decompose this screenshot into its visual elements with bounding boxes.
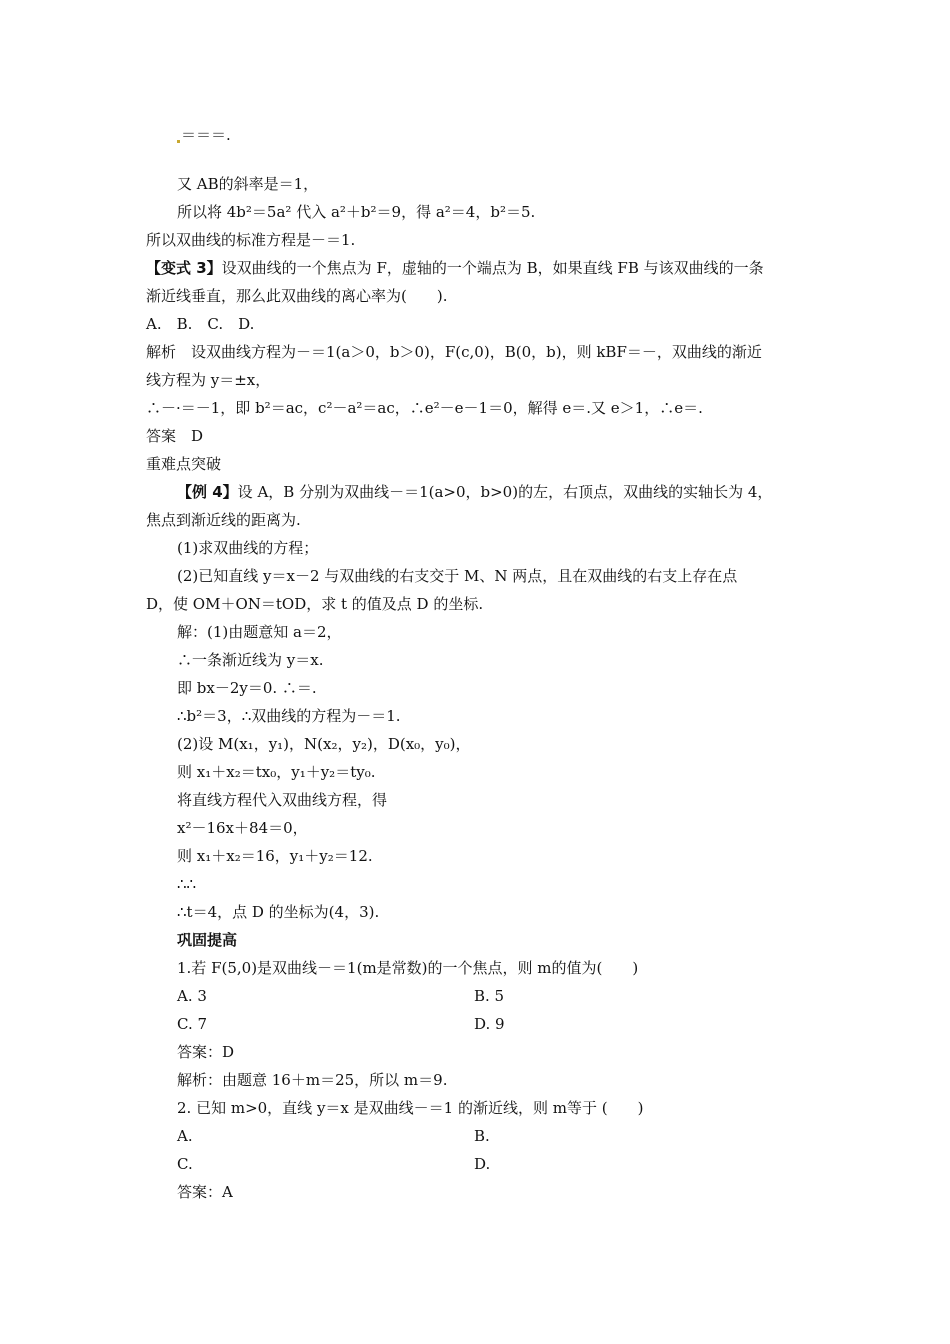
text-line: ∴－·＝－1，即 b²＝ac，c²－a²＝ac，∴e²－e－1＝0，解得 e＝.又 e＞1，∴e＝. [146,399,703,417]
text-line: (2)已知直线 y＝x－2 与双曲线的右支交于 M、N 两点，且在双曲线的右支上存在点 [177,567,738,585]
text-line: (2)设 M(x₁，y₁)，N(x₂，y₂)，D(x₀，y₀)， [177,735,471,753]
text-line: 2. 已知 m>0，直线 y＝x 是双曲线－＝1 的渐近线，则 m等于 ( ) [177,1099,644,1117]
text-line: 将直线方程代入双曲线方程，得 [177,791,388,809]
text-line: 所以双曲线的标准方程是－＝1. [146,231,356,249]
section-label: 【变式 3】 [146,259,222,277]
text-line: 焦点到渐近线的距离为. [146,511,301,529]
text-line: 解析 设双曲线方程为－＝1(a＞0，b＞0)，F(c,0)，B(0，b)，则 kBF＝－，双曲线的渐近 [146,343,762,361]
text-line: 【变式 3】设双曲线的一个焦点为 F，虚轴的一个端点为 B，如果直线 FB 与该双曲线的一条 [146,259,764,277]
option-c: C. 7 [177,1015,208,1033]
option-b: B. 5 [474,987,505,1005]
text-line: ∴b²＝3，∴双曲线的方程为－＝1. [177,707,401,725]
text-line: A. B. C. D. [146,315,255,333]
option-d: D. [474,1155,491,1173]
option-a: A. [177,1127,193,1145]
option-b: B. [474,1127,490,1145]
annotation-mark [177,140,180,143]
text-line: ＝＝＝. [177,128,231,143]
text-line: ∴t＝4，点 D 的坐标为(4，3). [177,903,380,921]
text-line: 线方程为 y＝±x， [146,371,271,389]
text-line: 所以将 4b²＝5a² 代入 a²＋b²＝9，得 a²＝4，b²＝5. [177,203,536,221]
option-d: D. 9 [474,1015,505,1033]
text-line: 解析：由题意 16＋m＝25，所以 m＝9. [177,1071,448,1089]
option-a: A. 3 [177,987,207,1005]
text-line: 则 x₁＋x₂＝tx₀，y₁＋y₂＝ty₀. [177,763,376,781]
text-line: x²－16x＋84＝0， [177,819,308,837]
text-line: 又 AB的斜率是＝1， [177,175,319,193]
text-line: 答案：A [177,1183,233,1201]
text-line: D，使 OM＋ON＝tOD，求 t 的值及点 D 的坐标. [146,595,484,613]
text-line: 答案 D [146,427,204,445]
text-line: 【例 4】设 A，B 分别为双曲线－＝1(a>0，b>0)的左，右顶点，双曲线的实轴长为 4， [177,483,773,501]
text-line: (1)求双曲线的方程； [177,539,319,557]
text-line: 答案：D [177,1043,235,1061]
text-line: ∴一条渐近线为 y＝x. [177,651,324,669]
text-line: ∴∴ [177,875,197,893]
text-line: 重难点突破 [146,455,222,473]
text-line: 1.若 F(5,0)是双曲线－＝1(m是常数)的一个焦点，则 m的值为( ) [177,959,639,977]
option-c: C. [177,1155,193,1173]
text-line: 则 x₁＋x₂＝16，y₁＋y₂＝12. [177,847,373,865]
section-label: 【例 4】 [177,483,238,501]
text-line: 即 bx－2y＝0. ∴＝. [177,679,317,697]
text-line: 渐近线垂直，那么此双曲线的离心率为( ). [146,287,448,305]
text-line: 解：(1)由题意知 a＝2， [177,623,342,641]
section-heading: 巩固提高 [177,931,238,949]
